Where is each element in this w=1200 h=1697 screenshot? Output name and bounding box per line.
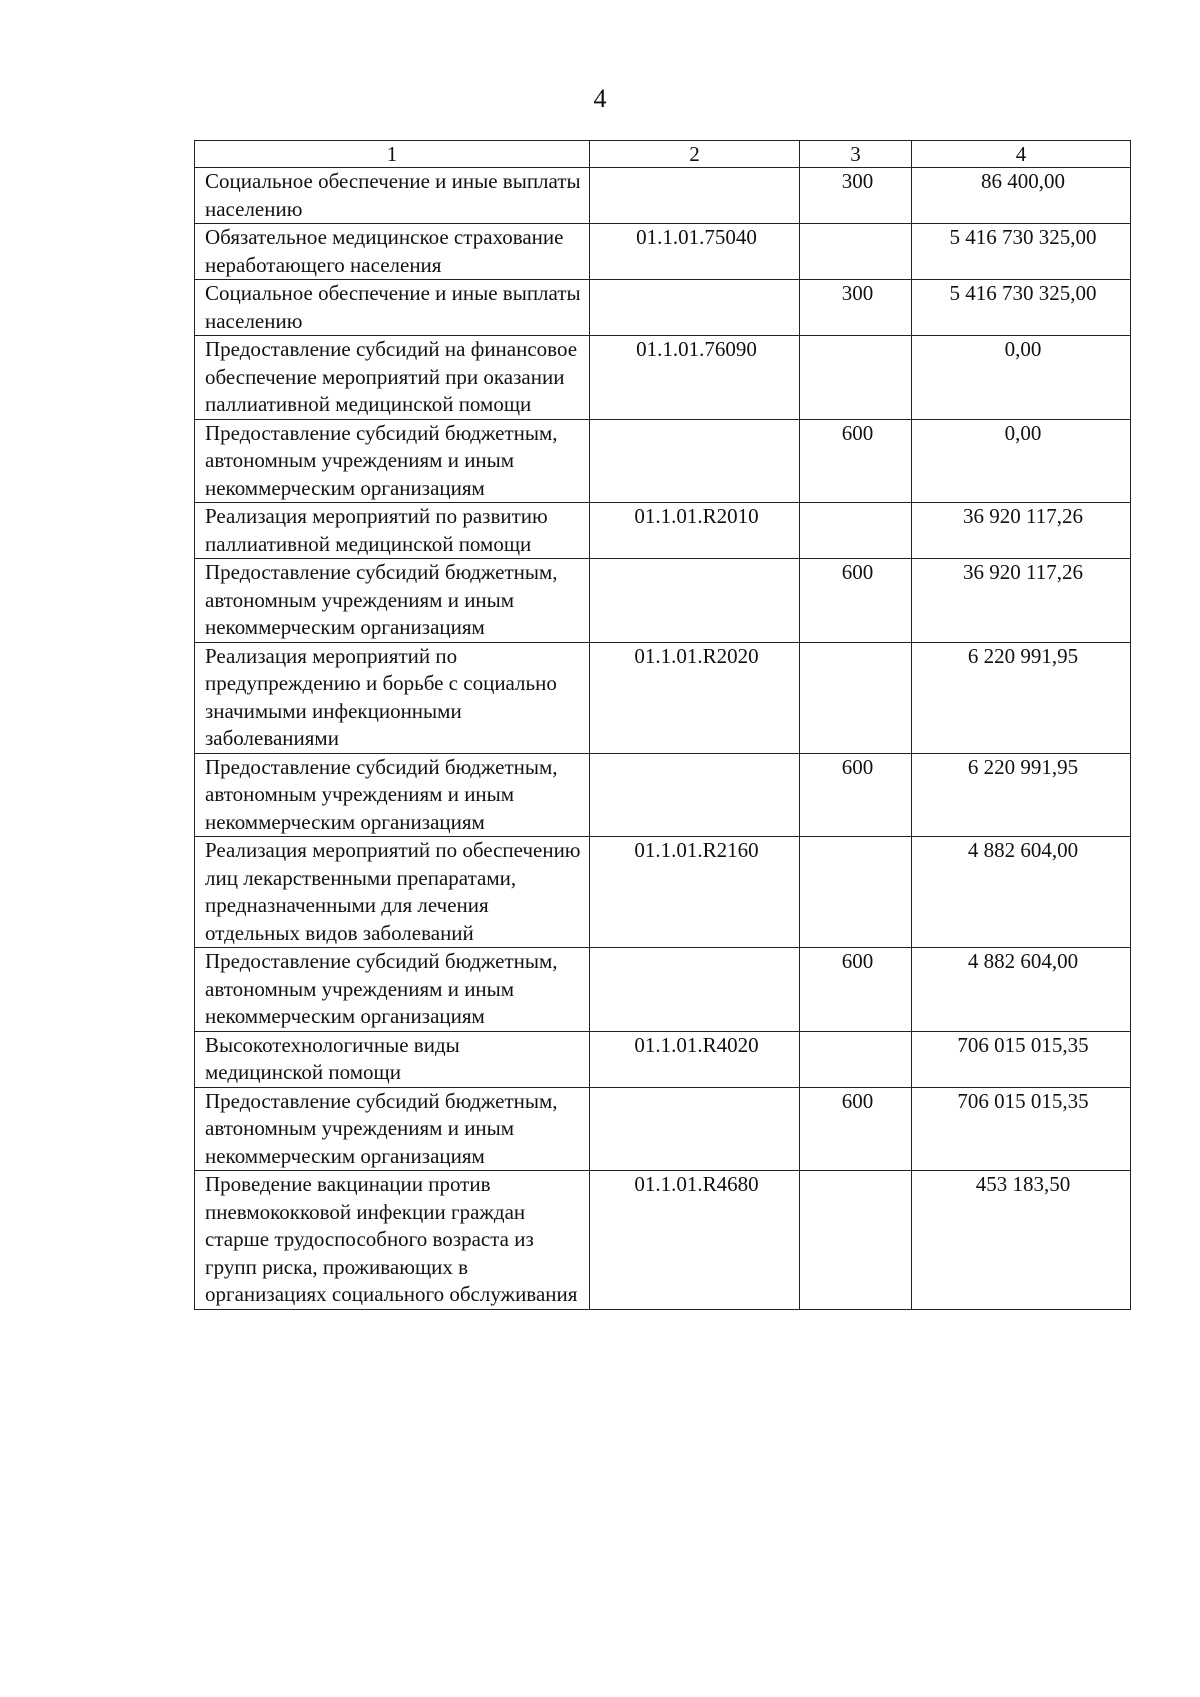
table-row xyxy=(195,559,1131,643)
row-code-cell: 01.1.01.75040 xyxy=(590,224,800,280)
table-row xyxy=(195,1087,1131,1171)
row-name-cell: Проведение вакцинации против пневмококковой инфекции граждан старше трудоспособного возраста из групп риска, проживающих в организациях социального обслуживания xyxy=(195,1171,590,1310)
row-name-cell: Предоставление субсидий бюджетным, автономным учреждениям и иным некоммерческим организациям xyxy=(195,419,590,503)
row-name-cell: Социальное обеспечение и иные выплаты населению xyxy=(195,168,590,224)
row-type-cell xyxy=(800,837,912,948)
table-row xyxy=(195,837,1131,948)
column-header: 2 xyxy=(590,141,800,168)
row-name-cell: Реализация мероприятий по развитию паллиативной медицинской помощи xyxy=(195,503,590,559)
row-type-cell: 300 xyxy=(800,168,912,224)
row-type-cell: 600 xyxy=(800,753,912,837)
row-amount-cell: 0,00 xyxy=(912,336,1131,420)
row-name-cell: Высокотехнологичные виды медицинской помощи xyxy=(195,1031,590,1087)
row-code-cell: 01.1.01.76090 xyxy=(590,336,800,420)
row-code-cell xyxy=(590,1087,800,1171)
row-name-cell: Предоставление субсидий бюджетным, автономным учреждениям и иным некоммерческим организациям xyxy=(195,948,590,1032)
row-type-cell xyxy=(800,503,912,559)
row-type-cell xyxy=(800,1031,912,1087)
row-code-cell: 01.1.01.R4680 xyxy=(590,1171,800,1310)
row-name-cell: Предоставление субсидий на финансовое обеспечение мероприятий при оказании паллиативной медицинской помощи xyxy=(195,336,590,420)
row-name-cell: Социальное обеспечение и иные выплаты населению xyxy=(195,280,590,336)
table-row xyxy=(195,336,1131,420)
row-type-cell: 600 xyxy=(800,419,912,503)
budget-table xyxy=(194,140,1131,1310)
page-number: 4 xyxy=(593,84,607,113)
column-header: 4 xyxy=(912,141,1131,168)
row-type-cell: 300 xyxy=(800,280,912,336)
table-row xyxy=(195,642,1131,753)
row-code-cell xyxy=(590,168,800,224)
table-row xyxy=(195,419,1131,503)
row-type-cell: 600 xyxy=(800,1087,912,1171)
column-header: 1 xyxy=(195,141,590,168)
row-code-cell xyxy=(590,948,800,1032)
row-code-cell xyxy=(590,280,800,336)
table-row xyxy=(195,1031,1131,1087)
row-amount-cell: 706 015 015,35 xyxy=(912,1031,1131,1087)
row-code-cell: 01.1.01.R4020 xyxy=(590,1031,800,1087)
row-type-cell: 600 xyxy=(800,948,912,1032)
row-code-cell xyxy=(590,419,800,503)
row-amount-cell: 5 416 730 325,00 xyxy=(912,224,1131,280)
table-row xyxy=(195,224,1131,280)
row-amount-cell: 5 416 730 325,00 xyxy=(912,280,1131,336)
row-amount-cell: 4 882 604,00 xyxy=(912,948,1131,1032)
row-amount-cell: 453 183,50 xyxy=(912,1171,1131,1310)
table-row xyxy=(195,948,1131,1032)
row-amount-cell: 6 220 991,95 xyxy=(912,753,1131,837)
row-name-cell: Предоставление субсидий бюджетным, автономным учреждениям и иным некоммерческим организациям xyxy=(195,1087,590,1171)
table-row xyxy=(195,753,1131,837)
table-body xyxy=(195,141,1131,1310)
table-row xyxy=(195,168,1131,224)
row-name-cell: Предоставление субсидий бюджетным, автономным учреждениям и иным некоммерческим организациям xyxy=(195,559,590,643)
row-name-cell: Обязательное медицинское страхование неработающего населения xyxy=(195,224,590,280)
table-header-row xyxy=(195,141,1131,168)
row-code-cell: 01.1.01.R2160 xyxy=(590,837,800,948)
row-code-cell xyxy=(590,559,800,643)
row-code-cell xyxy=(590,753,800,837)
row-type-cell xyxy=(800,224,912,280)
table-row xyxy=(195,1171,1131,1310)
row-amount-cell: 4 882 604,00 xyxy=(912,837,1131,948)
row-amount-cell: 6 220 991,95 xyxy=(912,642,1131,753)
table-row xyxy=(195,280,1131,336)
row-type-cell xyxy=(800,1171,912,1310)
row-amount-cell: 36 920 117,26 xyxy=(912,559,1131,643)
row-code-cell: 01.1.01.R2020 xyxy=(590,642,800,753)
row-amount-cell: 706 015 015,35 xyxy=(912,1087,1131,1171)
row-name-cell: Предоставление субсидий бюджетным, автономным учреждениям и иным некоммерческим организациям xyxy=(195,753,590,837)
row-code-cell: 01.1.01.R2010 xyxy=(590,503,800,559)
row-amount-cell: 0,00 xyxy=(912,419,1131,503)
table-row xyxy=(195,503,1131,559)
row-name-cell: Реализация мероприятий по обеспечению лиц лекарственными препаратами, предназначенными для лечения отдельных видов заболеваний xyxy=(195,837,590,948)
row-name-cell: Реализация мероприятий по предупреждению и борьбе с социально значимыми инфекционными заболеваниями xyxy=(195,642,590,753)
row-type-cell: 600 xyxy=(800,559,912,643)
row-type-cell xyxy=(800,642,912,753)
row-amount-cell: 86 400,00 xyxy=(912,168,1131,224)
row-amount-cell: 36 920 117,26 xyxy=(912,503,1131,559)
column-header: 3 xyxy=(800,141,912,168)
row-type-cell xyxy=(800,336,912,420)
